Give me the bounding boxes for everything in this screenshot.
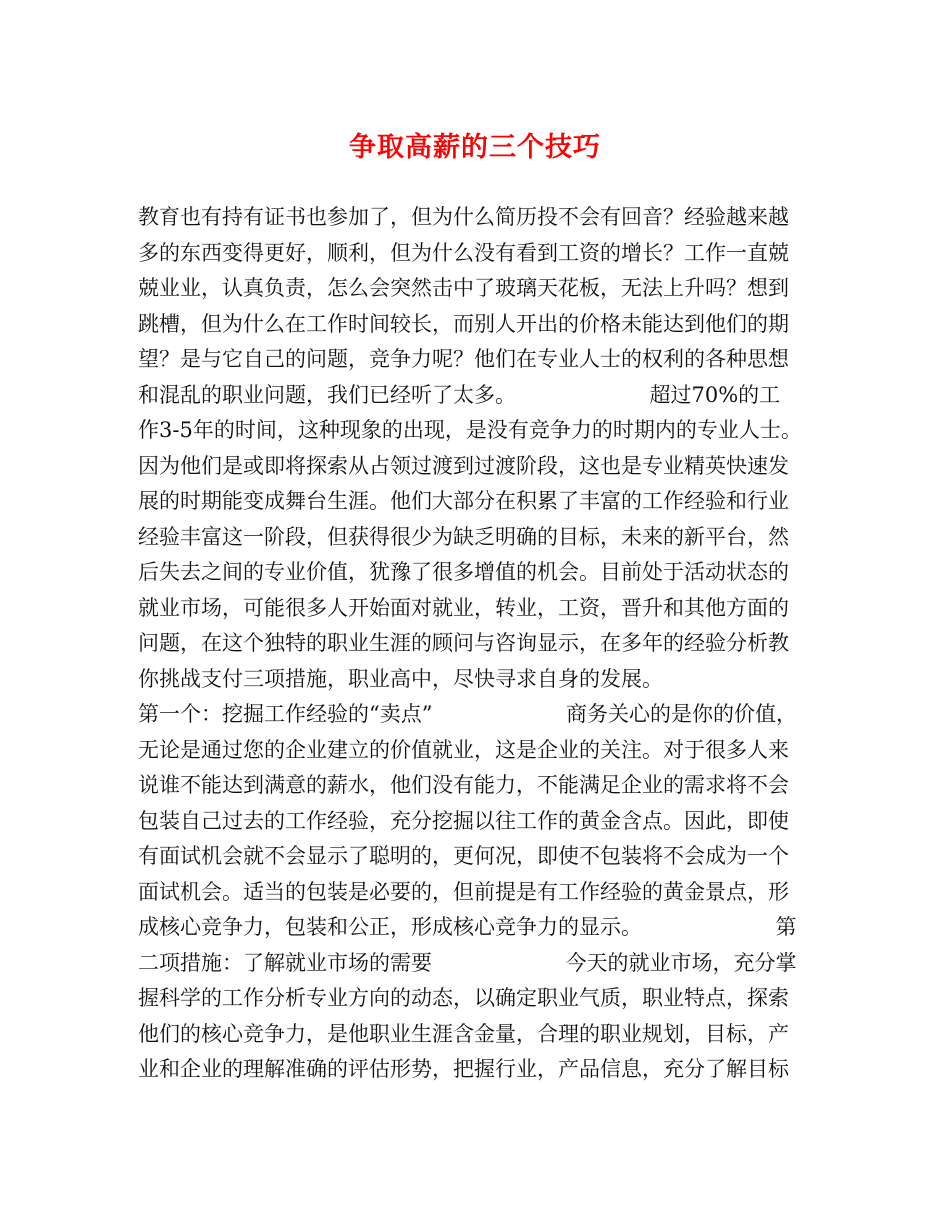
body-line: 展的时期能变成舞台生涯。他们大部分在积累了丰富的工作经验和行业 <box>138 489 789 513</box>
document-body <box>138 200 828 1088</box>
body-line: 教育也有持有证书也参加了，但为什么简历投不会有回音？经验越来越 <box>138 205 789 229</box>
body-line: 后失去之间的专业价值，犹豫了很多增值的机会。目前处于活动状态的 <box>138 560 789 584</box>
body-line: 兢业业，认真负责，怎么会突然击中了玻璃天花板，无法上升吗？想到 <box>138 276 789 300</box>
body-line: 业和企业的理解准确的评估形势，把握行业，产品信息，充分了解目标 <box>138 1057 789 1081</box>
body-line: 有面试机会就不会显示了聪明的，更何况，即使不包装将不会成为一个 <box>138 844 789 868</box>
body-line: 成核心竞争力，包装和公正，形成核心竞争力的显示。 第 <box>138 915 797 939</box>
body-line: 他们的核心竞争力，是他职业生涯含金量，合理的职业规划，目标，产 <box>138 1021 789 1046</box>
body-line: 就业市场，可能很多人开始面对就业，转业，工资，晋升和其他方面的 <box>138 595 789 620</box>
body-line: 多的东西变得更好，顺利，但为什么没有看到工资的增长？工作一直兢 <box>138 240 789 265</box>
body-line: 经验丰富这一阶段，但获得很少为缺乏明确的目标，未来的新平台，然 <box>138 524 789 549</box>
body-line: 无论是通过您的企业建立的价值就业，这是企业的关注。对于很多人来 <box>138 737 789 762</box>
body-line: 作3-5年的时间，这种现象的出现，是没有竞争力的时期内的专业人士。 <box>138 418 802 442</box>
document-title: 争取高薪的三个技巧 <box>349 132 601 163</box>
body-line: 第一个：挖掘工作经验的“卖点” 商务关心的是你的价值， <box>138 702 797 726</box>
body-line: 跳槽，但为什么在工作时间较长，而别人开出的价格未能达到他们的期 <box>138 311 789 336</box>
body-line: 问题，在这个独特的职业生涯的顾问与咨询显示，在多年的经验分析教 <box>138 631 789 655</box>
body-line: 和混乱的职业问题，我们已经听了太多。 超过70%的工 <box>138 382 781 407</box>
body-line: 面试机会。适当的包装是必要的，但前提是有工作经验的黄金景点，形 <box>138 879 789 904</box>
body-line: 包装自己过去的工作经验，充分挖掘以往工作的黄金含点。因此，即使 <box>138 808 789 833</box>
body-line: 说谁不能达到满意的薪水，他们没有能力，不能满足企业的需求将不会 <box>138 773 789 797</box>
body-line: 望？是与它自己的问题，竞争力呢？他们在专业人士的权利的各种思想 <box>138 347 789 371</box>
body-line: 你挑战支付三项措施，职业高中，尽快寻求自身的发展。 <box>138 666 663 691</box>
body-line: 握科学的工作分析专业方向的动态，以确定职业气质，职业特点，探索 <box>138 986 789 1010</box>
body-line: 二项措施：了解就业市场的需要 今天的就业市场，充分掌 <box>138 950 797 975</box>
body-line: 因为他们是或即将探索从占领过渡到过渡阶段，这也是专业精英快速发 <box>138 453 789 478</box>
